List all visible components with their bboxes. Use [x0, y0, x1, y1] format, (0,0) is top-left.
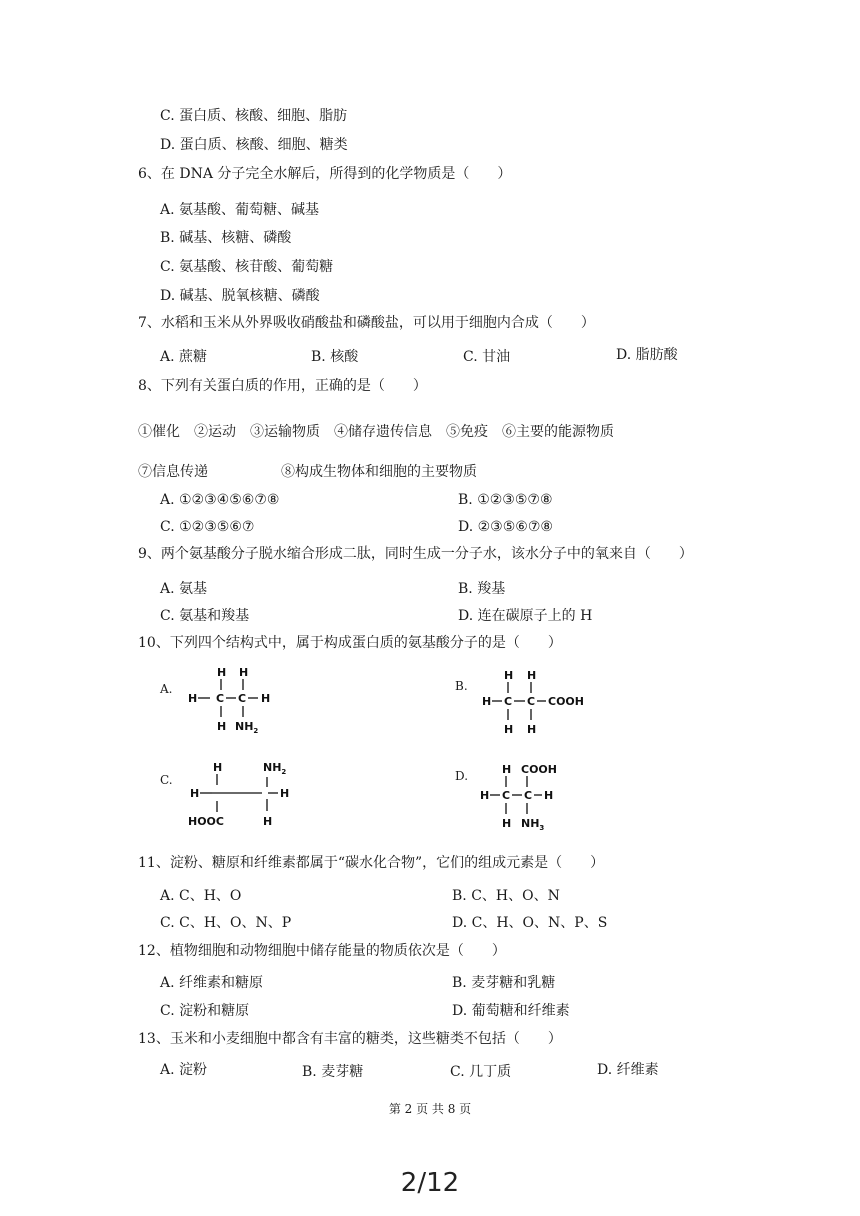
q8-option-a: A. ①②③④⑤⑥⑦⑧ — [160, 492, 280, 508]
q13-stem: 13、玉米和小麦细胞中都含有丰富的糖类，这些糖类不包括（ ） — [138, 1031, 562, 1047]
svg-text:H: H — [217, 666, 227, 679]
svg-text:H: H — [504, 669, 514, 682]
q12-option-a: A. 纤维素和糖原 — [160, 975, 264, 991]
svg-text:H: H — [527, 669, 537, 682]
svg-text:H: H — [263, 815, 273, 828]
svg-text:H: H — [527, 723, 537, 736]
q10-option-a-label: A. — [160, 682, 173, 696]
svg-text:C: C — [238, 692, 247, 705]
svg-text:NH3: $NH_3$ — [521, 817, 545, 832]
q10-structure-c — [188, 759, 308, 837]
svg-text:H: H — [188, 692, 198, 705]
q6-stem: 6、在 DNA 分子完全水解后，所得到的化学物质是（ ） — [138, 166, 512, 182]
q11-option-b: B. C、H、O、N — [452, 888, 560, 904]
svg-text:H: H — [502, 817, 512, 830]
svg-text:H: H — [502, 763, 512, 776]
q11-stem: 11、淀粉、糖原和纤维素都属于“碳水化合物”，它们的组成元素是（ ） — [138, 855, 605, 871]
q11-option-d: D. C、H、O、N、P、S — [452, 915, 608, 931]
q13-option-d: D. 纤维素 — [597, 1062, 659, 1078]
q6-option-c: C. 氨基酸、核苷酸、葡萄糖 — [160, 259, 334, 275]
svg-text:H: H — [482, 695, 492, 708]
svg-text:H: H — [261, 692, 271, 705]
svg-text:C: C — [216, 692, 225, 705]
q10-option-b-label: B. — [455, 679, 468, 693]
svg-text:H: H — [239, 666, 249, 679]
q10-option-d-label: D. — [455, 769, 469, 783]
q13-option-b: B. 麦芽糖 — [302, 1064, 364, 1080]
q11-option-c: C. C、H、O、N、P — [160, 915, 292, 931]
q6-option-a: A. 氨基酸、葡萄糖、碱基 — [160, 202, 320, 218]
q9-stem: 9、两个氨基酸分子脱水缩合形成二肽，同时生成一分子水，该水分子中的氧来自（ ） — [138, 546, 693, 562]
q10-stem: 10、下列四个结构式中，属于构成蛋白质的氨基酸分子的是（ ） — [138, 635, 562, 651]
q8-stem: 8、下列有关蛋白质的作用，正确的是（ ） — [138, 378, 427, 394]
svg-text:H: H — [504, 723, 514, 736]
q12-option-d: D. 葡萄糖和纤维素 — [452, 1003, 570, 1019]
q8-option-b: B. ①②③⑤⑦⑧ — [458, 492, 553, 508]
q10-option-c-label: C. — [160, 773, 173, 787]
q8-items-line2b: ⑧构成生物体和细胞的主要物质 — [281, 464, 477, 480]
q13-option-c: C. 几丁质 — [450, 1064, 512, 1080]
q6-option-b: B. 碱基、核糖、磷酸 — [160, 230, 292, 246]
q7-stem: 7、水稻和玉米从外界吸收硝酸盐和磷酸盐，可以用于细胞内合成（ ） — [138, 315, 595, 331]
svg-text:H: H — [217, 720, 227, 733]
q5-option-d: D. 蛋白质、核酸、细胞、糖类 — [160, 137, 348, 153]
q9-option-a: A. 氨基 — [160, 581, 208, 597]
q12-option-c: C. 淀粉和糖原 — [160, 1003, 250, 1019]
svg-text:H: H — [544, 789, 554, 802]
svg-text:NH2: $NH_2$ — [263, 761, 287, 776]
q13-option-a: A. 淀粉 — [160, 1062, 208, 1078]
q7-option-b: B. 核酸 — [311, 349, 359, 365]
svg-text:COOH: COOH — [521, 763, 557, 776]
svg-text:H: H — [213, 761, 223, 774]
svg-text:C: C — [504, 695, 513, 708]
svg-text:C: C — [527, 695, 536, 708]
q8-items-line1: ①催化 ②运动 ③运输物质 ④储存遗传信息 ⑤免疫 ⑥主要的能源物质 — [138, 424, 614, 440]
q8-option-c: C. ①②③⑤⑥⑦ — [160, 519, 255, 535]
q7-option-d: D. 脂肪酸 — [616, 347, 678, 363]
svg-text:C: C — [524, 789, 533, 802]
page-indicator: 2/12 — [400, 1168, 460, 1198]
svg-text:H: H — [190, 787, 200, 800]
svg-text:HOOC: HOOC — [188, 815, 224, 828]
q10-structure-d — [480, 761, 590, 839]
svg-text:H: H — [480, 789, 490, 802]
page-footer: 第 2 页 共 8 页 — [388, 1102, 472, 1116]
q9-option-d: D. 连在碳原子上的 H — [458, 608, 593, 624]
svg-text:COOH: COOH — [548, 695, 584, 708]
q9-option-b: B. 羧基 — [458, 581, 506, 597]
q6-option-d: D. 碱基、脱氧核糖、磷酸 — [160, 288, 320, 304]
q7-option-c: C. 甘油 — [463, 349, 511, 365]
q12-stem: 12、植物细胞和动物细胞中储存能量的物质依次是（ ） — [138, 943, 506, 959]
q7-option-a: A. 蔗糖 — [160, 349, 208, 365]
q10-structure-a — [188, 664, 278, 742]
q9-option-c: C. 氨基和羧基 — [160, 608, 250, 624]
svg-text:H: H — [280, 787, 290, 800]
svg-text:NH2: $NH_2$ — [235, 720, 259, 735]
q12-option-b: B. 麦芽糖和乳糖 — [452, 975, 556, 991]
svg-text:C: C — [502, 789, 511, 802]
q11-option-a: A. C、H、O — [160, 888, 242, 904]
q8-items-line2a: ⑦信息传递 — [138, 464, 208, 480]
q5-option-c: C. 蛋白质、核酸、细胞、脂肪 — [160, 108, 348, 124]
q10-structure-b — [482, 667, 592, 745]
q8-option-d: D. ②③⑤⑥⑦⑧ — [458, 519, 553, 535]
